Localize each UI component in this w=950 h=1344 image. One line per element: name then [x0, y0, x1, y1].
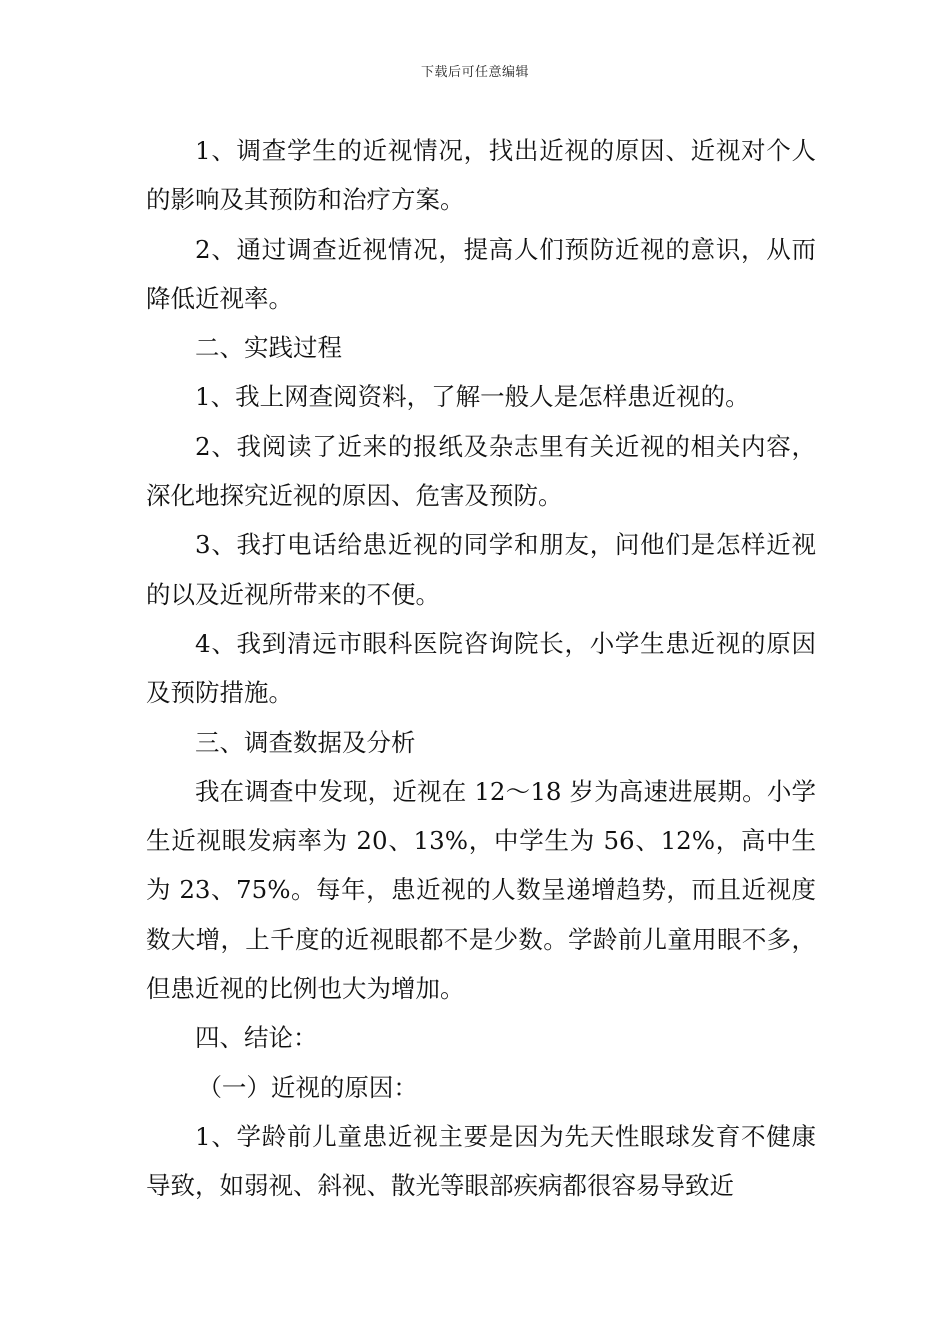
page-header-note: 下载后可任意编辑 — [420, 65, 529, 80]
paragraph-purpose-2: 2、通过调查近视情况，提高人们预防近视的意识，从而降低近视率。 — [146, 234, 816, 313]
paragraph-practice-1: 1、我上网查阅资料，了解一般人是怎样患近视的。 — [195, 382, 750, 412]
section-heading-data-analysis: 三、调查数据及分析 — [195, 727, 416, 757]
subheading-causes: （一）近视的原因： — [197, 1072, 418, 1102]
section-heading-conclusion: 四、结论： — [195, 1023, 318, 1053]
section-heading-practice: 二、实践过程 — [195, 333, 342, 363]
paragraph-purpose-1: 1、调查学生的近视情况，找出近视的原因、近视对个人的影响及其预防和治疗方案。 — [146, 136, 816, 215]
paragraph-practice-3: 3、我打电话给患近视的同学和朋友，问他们是怎样近视的以及近视所带来的不便。 — [146, 530, 816, 609]
document-body — [146, 126, 816, 1211]
paragraph-practice-4: 4、我到清远市眼科医院咨询院长，小学生患近视的原因及预防措施。 — [146, 628, 816, 708]
paragraph-data-analysis: 我在调查中发现，近视在 12～18 岁为高速进展期。小学生近视眼发病率为 20、13%，中学生为 56、12%，高中生为 23、75%。每年，患近视的人数呈递增趋势，而且近视度数大增，上千度的近视眼都不是少数。学龄前儿童用眼不多，但患近视的比例也大为增加。 — [146, 776, 816, 1004]
paragraph-cause-1: 1、学龄前儿童患近视主要是因为先天性眼球发育不健康导致，如弱视、斜视、散光等眼部疾病都很容易导致近 — [146, 1121, 816, 1201]
paragraph-practice-2: 2、我阅读了近来的报纸及杂志里有关近视的相关内容，深化地探究近视的原因、危害及预防。 — [146, 431, 816, 511]
